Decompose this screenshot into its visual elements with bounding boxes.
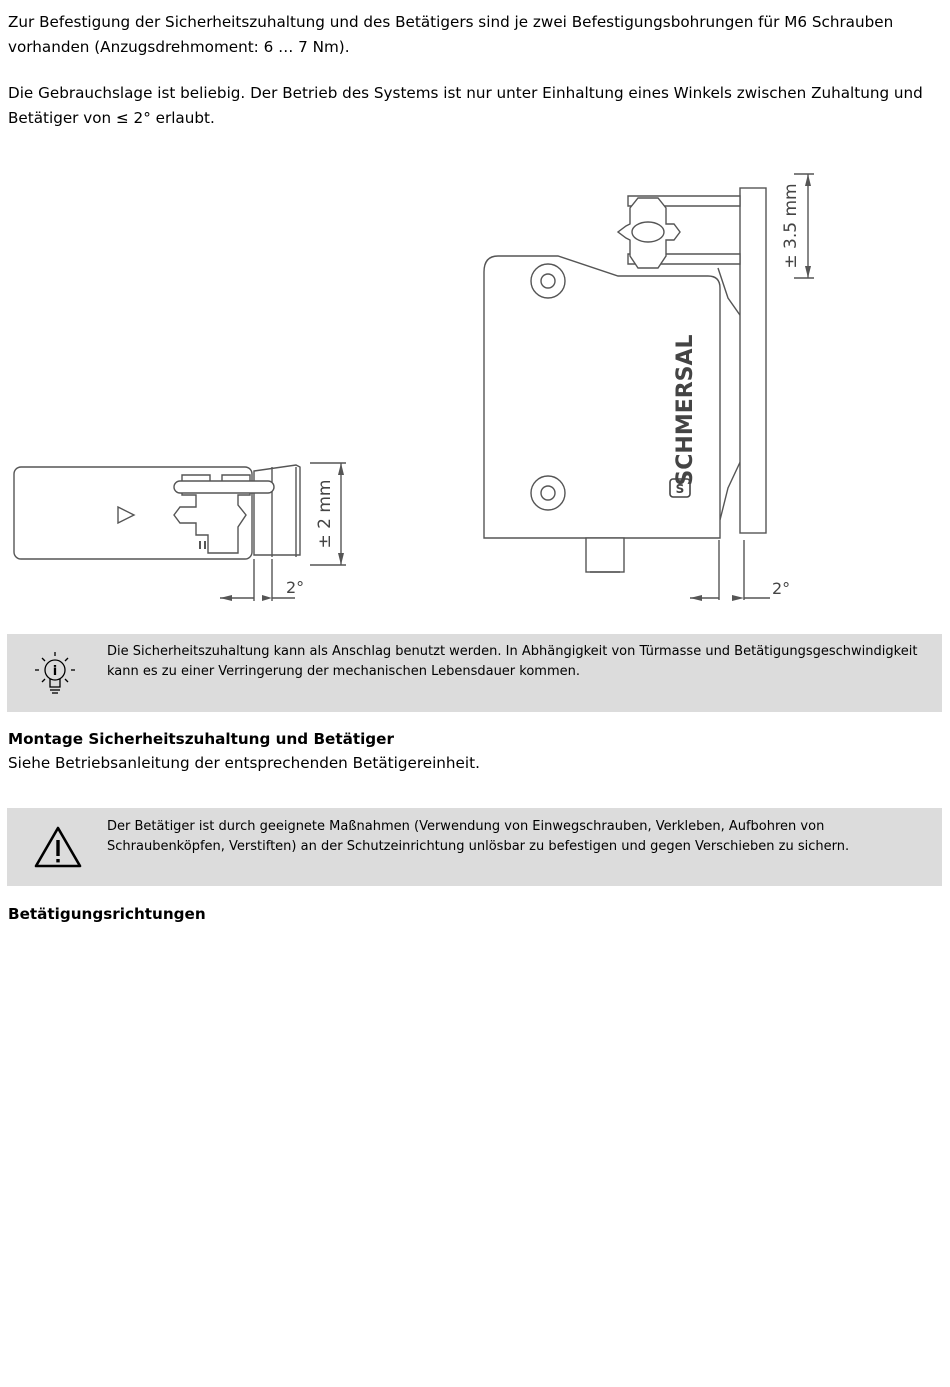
position-paragraph: Die Gebrauchslage ist beliebig. Der Betrieb des Systems ist nur unter Einhaltung eines Winkels zwischen Zuhaltung und Betätiger von ≤ 2° erlaubt.	[8, 84, 923, 127]
svg-text:i: i	[52, 664, 58, 679]
warning-triangle-icon	[33, 824, 83, 870]
info-note-text: Die Sicherheitszuhaltung kann als Anschlag benutzt werden. In Abhängigkeit von Türmasse und Betätigungsgeschwindigkeit kann es zu einer Verringerung der mechanischen Lebensdauer kommen.	[107, 644, 918, 679]
mounting-paragraph: Zur Befestigung der Sicherheitszuhaltung und des Betätigers sind je zwei Befestigungsbohrungen für M6 Schrauben vorhanden (Anzugsdrehmoment: 6 … 7 Nm).	[8, 13, 894, 56]
warning-note	[7, 808, 942, 886]
betaetigungsrichtungen-heading: Betätigungsrichtungen	[8, 905, 206, 923]
lightbulb-info-icon	[33, 650, 83, 696]
info-note	[7, 634, 942, 712]
left-side-view-drawing	[10, 455, 360, 610]
left-angle-label: 2°	[286, 578, 305, 597]
svg-text:S: S	[675, 482, 685, 496]
montage-heading: Montage Sicherheitszuhaltung und Betätiger	[8, 730, 394, 748]
right-tolerance-label: ± 3.5 mm	[781, 183, 801, 269]
right-angle-label: 2°	[772, 579, 791, 598]
brand-label: SCHMERSAL	[673, 334, 698, 486]
left-tolerance-label: ± 2 mm	[315, 479, 335, 549]
right-front-view-drawing	[478, 168, 818, 608]
warning-note-text: Der Betätiger ist durch geeignete Maßnahmen (Verwendung von Einwegschrauben, Verkleben, Aufbohren von Schraubenköpfen, Verstiften) an der Schutzeinrichtung unlösbar zu befestigen und gegen Verschieben zu sichern.	[107, 819, 850, 854]
montage-paragraph: Siehe Betriebsanleitung der entsprechenden Betätigereinheit.	[8, 754, 480, 772]
